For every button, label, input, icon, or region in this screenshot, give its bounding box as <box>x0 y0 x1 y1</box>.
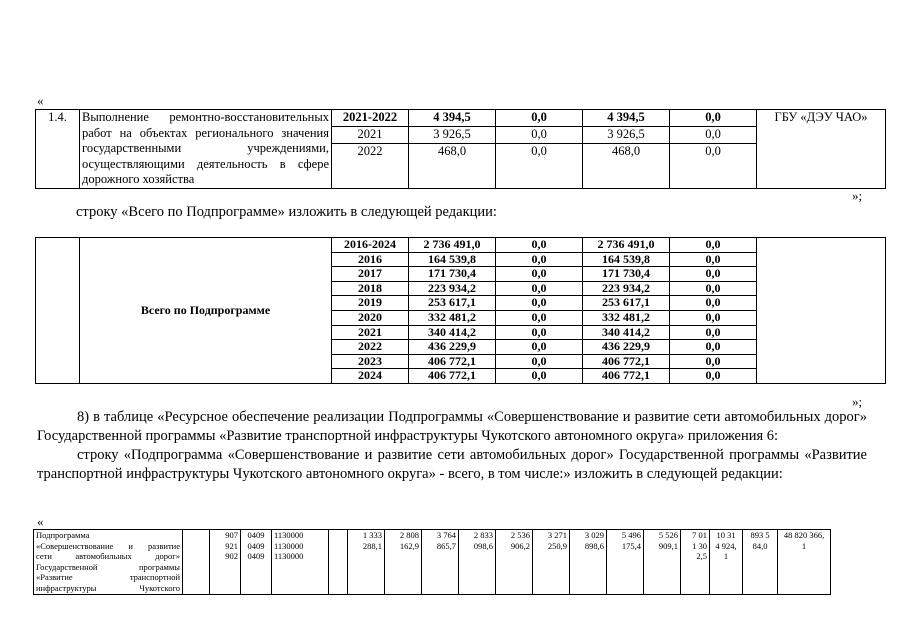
value-line: 162,9 <box>399 540 419 551</box>
value-cell: 0,0 <box>496 325 583 340</box>
value-cell <box>496 530 533 595</box>
section-codes <box>241 530 272 595</box>
value-cell: 0,0 <box>496 340 583 355</box>
value-line: 288,1 <box>362 540 382 551</box>
value-cell <box>348 530 385 595</box>
year-cell: 2023 <box>332 354 409 369</box>
value-cell: 171 730,4 <box>409 267 496 282</box>
value-cell: 0,0 <box>496 110 583 127</box>
code: 902 <box>225 551 238 562</box>
value-cell: 0,0 <box>670 252 757 267</box>
value-cell: 164 539,8 <box>583 252 670 267</box>
empty-cell <box>329 530 348 595</box>
name-line: «Совершенствование и развитие <box>36 540 180 551</box>
value-cell: 340 414,2 <box>583 325 670 340</box>
organization-cell: ГБУ «ДЭУ ЧАО» <box>757 110 886 189</box>
value-cell <box>570 530 607 595</box>
value-cell: 0,0 <box>670 281 757 296</box>
value-cell <box>743 530 778 595</box>
year-cell: 2021-2022 <box>332 110 409 127</box>
value-cell <box>607 530 644 595</box>
table-measure-1-4 <box>35 109 886 189</box>
measure-description <box>80 110 332 189</box>
quote-open-1: « <box>37 93 44 108</box>
table-total-subprogram <box>35 237 886 384</box>
value-line: 1 333 <box>362 530 382 540</box>
year-cell: 2022 <box>332 144 409 188</box>
value-line: 865,7 <box>436 540 456 551</box>
value-cell: 436 229,9 <box>583 340 670 355</box>
value-cell: 0,0 <box>496 252 583 267</box>
year-cell: 2021 <box>332 325 409 340</box>
grbs-codes <box>210 530 241 595</box>
total-label: Всего по Подпрограмме <box>80 238 332 384</box>
value-cell: 0,0 <box>670 267 757 282</box>
value-line: 3 271 <box>547 530 567 540</box>
code: 907 <box>225 530 238 540</box>
desc-line: государственными учреждениями, <box>82 141 329 155</box>
value-line: 1 <box>801 540 807 551</box>
value-cell: 0,0 <box>496 296 583 311</box>
value-cell: 340 414,2 <box>409 325 496 340</box>
value-line: 2 833 <box>473 530 493 540</box>
measure-number: 1.4. <box>36 110 80 189</box>
paragraph-8: 8) в таблице «Ресурсное обеспечение реализации Подпрограммы «Совершенствование и развитие сети автомобильных дорог» Государственной программы «Развитие транспортной инфраструктуры Чукотского автономного округа» приложения 6: <box>37 409 867 444</box>
value-line: 175,4 <box>621 540 641 551</box>
value-cell: 0,0 <box>670 110 757 127</box>
name-line: Государственной программы <box>36 561 180 572</box>
value-cell: 3 926,5 <box>409 127 496 144</box>
target-codes <box>272 530 329 595</box>
value-cell: 0,0 <box>496 369 583 384</box>
value-cell: 253 617,1 <box>409 296 496 311</box>
value-line: 10 31 <box>716 530 736 540</box>
value-cell: 0,0 <box>496 267 583 282</box>
value-line: 7 01 <box>692 530 707 540</box>
name-line: сети автомобильных дорог» <box>36 551 180 562</box>
value-cell: 223 934,2 <box>409 281 496 296</box>
value-cell: 0,0 <box>496 127 583 144</box>
value-cell <box>533 530 570 595</box>
value-line: 1 <box>723 551 729 562</box>
value-cell <box>385 530 422 595</box>
value-cell: 468,0 <box>409 144 496 188</box>
value-cell: 0,0 <box>496 281 583 296</box>
value-line: 5 496 <box>621 530 641 540</box>
name-line: Подпрограмма <box>36 530 90 540</box>
value-cell: 332 481,2 <box>583 310 670 325</box>
value-cell: 0,0 <box>670 354 757 369</box>
value-cell <box>459 530 496 595</box>
year-cell: 2022 <box>332 340 409 355</box>
value-cell: 2 736 491,0 <box>583 238 670 253</box>
name-line: «Развитие транспортной <box>36 572 180 583</box>
quote-close-2: »; <box>852 394 863 409</box>
year-cell: 2018 <box>332 281 409 296</box>
code: 1130000 <box>274 540 304 551</box>
value-cell: 0,0 <box>670 238 757 253</box>
value-cell: 0,0 <box>670 296 757 311</box>
value-line: 3 029 <box>584 530 604 540</box>
value-cell: 4 394,5 <box>409 110 496 127</box>
value-line: 1 30 <box>692 540 707 551</box>
value-cell <box>422 530 459 595</box>
value-cell: 0,0 <box>670 127 757 144</box>
value-line: 4 924, <box>715 540 737 551</box>
empty-cell <box>36 238 80 384</box>
value-cell: 2 736 491,0 <box>409 238 496 253</box>
year-cell: 2019 <box>332 296 409 311</box>
value-cell: 406 772,1 <box>583 354 670 369</box>
value-cell: 406 772,1 <box>409 369 496 384</box>
value-line: 2,5 <box>696 551 707 562</box>
year-cell: 2017 <box>332 267 409 282</box>
instruction-total: строку «Всего по Подпрограмме» изложить в следующей редакции: <box>76 204 497 220</box>
desc-line: дорожного хозяйства <box>82 172 195 186</box>
value-cell: 0,0 <box>496 354 583 369</box>
value-cell: 406 772,1 <box>583 369 670 384</box>
value-cell: 0,0 <box>496 144 583 188</box>
year-cell: 2020 <box>332 310 409 325</box>
value-cell <box>681 530 710 595</box>
value-cell <box>710 530 743 595</box>
value-cell: 332 481,2 <box>409 310 496 325</box>
desc-line: Выполнение ремонтно-восстановительных <box>82 110 329 124</box>
value-cell: 406 772,1 <box>409 354 496 369</box>
value-cell: 0,0 <box>670 310 757 325</box>
year-cell: 2016 <box>332 252 409 267</box>
code: 1130000 <box>274 530 304 540</box>
value-cell <box>778 530 831 595</box>
value-cell: 0,0 <box>496 238 583 253</box>
value-cell: 436 229,9 <box>409 340 496 355</box>
year-cell: 2021 <box>332 127 409 144</box>
desc-line: осуществляющими деятельность в сфере <box>82 156 329 171</box>
table-resource-row <box>33 529 831 595</box>
value-cell <box>644 530 681 595</box>
empty-cell <box>183 530 210 595</box>
value-line: 48 820 366, <box>783 530 825 540</box>
quote-close-1: »; <box>852 188 863 203</box>
value-cell: 4 394,5 <box>583 110 670 127</box>
value-cell: 253 617,1 <box>583 296 670 311</box>
value-line: 893 5 <box>750 530 770 540</box>
value-cell: 0,0 <box>496 310 583 325</box>
quote-open-2: « <box>37 514 44 529</box>
desc-line: работ на объектах регионального значения <box>82 125 329 140</box>
code: 0409 <box>247 551 265 562</box>
value-line: 098,6 <box>473 540 493 551</box>
value-cell: 0,0 <box>670 144 757 188</box>
value-line: 2 808 <box>399 530 419 540</box>
value-line: 5 526 <box>658 530 678 540</box>
year-cell: 2016-2024 <box>332 238 409 253</box>
name-line: инфраструктуры Чукотского <box>36 582 180 593</box>
value-cell: 223 934,2 <box>583 281 670 296</box>
value-cell: 0,0 <box>670 369 757 384</box>
value-cell: 0,0 <box>670 340 757 355</box>
year-cell: 2024 <box>332 369 409 384</box>
subprogram-name <box>34 530 183 595</box>
code: 0409 <box>247 540 265 551</box>
code: 1130000 <box>274 551 304 562</box>
value-cell: 164 539,8 <box>409 252 496 267</box>
value-line: 906,2 <box>510 540 530 551</box>
value-cell: 0,0 <box>670 325 757 340</box>
empty-org-cell <box>757 238 886 384</box>
value-line: 2 536 <box>510 530 530 540</box>
value-cell: 171 730,4 <box>583 267 670 282</box>
value-line: 84,0 <box>752 540 768 551</box>
value-line: 909,1 <box>658 540 678 551</box>
value-line: 250,9 <box>547 540 567 551</box>
value-cell: 3 926,5 <box>583 127 670 144</box>
value-cell: 468,0 <box>583 144 670 188</box>
code: 921 <box>225 540 238 551</box>
code: 0409 <box>247 530 265 540</box>
paragraph-row-instruction: строку «Подпрограмма «Совершенствование и развитие сети автомобильных дорог» Государственной программы «Развитие транспортной инфраструктуры Чукотского автономного округа» - всего, в том числе:» изложить в следующей редакции: <box>37 447 867 482</box>
value-line: 898,6 <box>584 540 604 551</box>
value-line: 3 764 <box>436 530 456 540</box>
